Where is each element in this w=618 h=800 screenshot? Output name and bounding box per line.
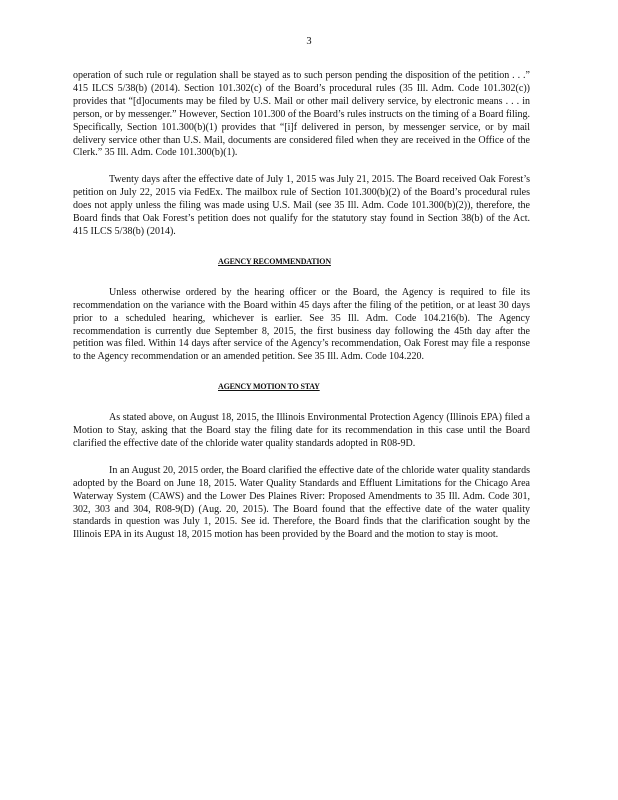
- paragraph-rule-stay: operation of such rule or regulation shall be stayed as to such person pending the disposition of the petition . . .” 415 ILCS 5/38(b) (2014). Section 101.302(c) of the Board’s procedural rules (35 Ill. Adm. Code 101.302(c)) provides that “[d]ocuments may be filed by U.S. Mail or other mail delivery service, by electronic means . . . in person, or by messenger.” However, Section 101.300 of the Board’s rules instructs on the timing of a Board filing. Specifically, Section 101.300(b)(1) provides that “[i]f delivered in person, by messenger service, or by mail delivery service other than U.S. Mail, documents are considered filed when they are received in the Office of the Clerk.” 35 Ill. Adm. Code 101.300(b)(1).: [73, 70, 531, 159]
- heading-agency-recommendation: [73, 256, 530, 269]
- document-body: [73, 70, 530, 542]
- heading-agency-motion-to-stay: [73, 381, 530, 394]
- paragraph-motion-to-stay: As stated above, on August 18, 2015, the Illinois Environmental Protection Agency (Illinois EPA) filed a Motion to Stay, asking that the Board stay the filing date for its recommendation in this case until the Board clarified the effective date of the chloride water quality standards adopted in R08-9D.: [73, 412, 530, 449]
- paragraph-agency-recommendation: Unless otherwise ordered by the hearing officer or the Board, the Agency is required to file its recommendation on the variance with the Board within 45 days after the filing of the petition, or at least 30 days prior to a scheduled hearing, whichever is earlier. See 35 Ill. Adm. Code 104.216(b). The Agency recommendation is currently due September 8, 2015, the first business day following the 45th day after the petition was filed. Within 14 days after service of the Agency’s recommendation, Oak Forest may file a response to the Agency recommendation or an amended petition. See 35 Ill. Adm. Code 104.220.: [73, 286, 530, 363]
- paragraph-board-clarification: In an August 20, 2015 order, the Board clarified the effective date of the chloride water quality standards adopted by the Board on June 18, 2015. Water Quality Standards and Effluent Limitations for the Chicago Area Waterway System (CAWS) and the Lower Des Plaines River: Proposed Amendments to 35 Ill. Adm. Code 301, 302, 303 and 304, R08-9(D) (Aug. 20, 2015). The Board found that the effective date of the water quality standards in question was July 1, 2015. See id. Therefore, the Board finds that the clarification sought by the Illinois EPA in its August 18, 2015 motion has been provided by the Board and the motion to stay is moot.: [73, 464, 530, 541]
- heading-agency-recommendation-text: AGENCY RECOMMENDATION: [218, 256, 331, 266]
- page-number: 3: [306, 36, 312, 47]
- heading-agency-motion-to-stay-text: AGENCY MOTION TO STAY: [218, 382, 320, 392]
- paragraph-filing-timing: Twenty days after the effective date of July 1, 2015 was July 21, 2015. The Board received Oak Forest’s petition on July 22, 2015 via FedEx. The mailbox rule of Section 101.300(b)(2) of the Board’s procedural rules does not apply unless the filing was made using U.S. Mail (see 35 Ill. Adm. Code 101.300(b)(2)), therefore, the Board finds that Oak Forest’s petition does not qualify for the statutory stay found in Section 38(b) of the Act. 415 ILCS 5/38(b) (2014).: [73, 174, 530, 237]
